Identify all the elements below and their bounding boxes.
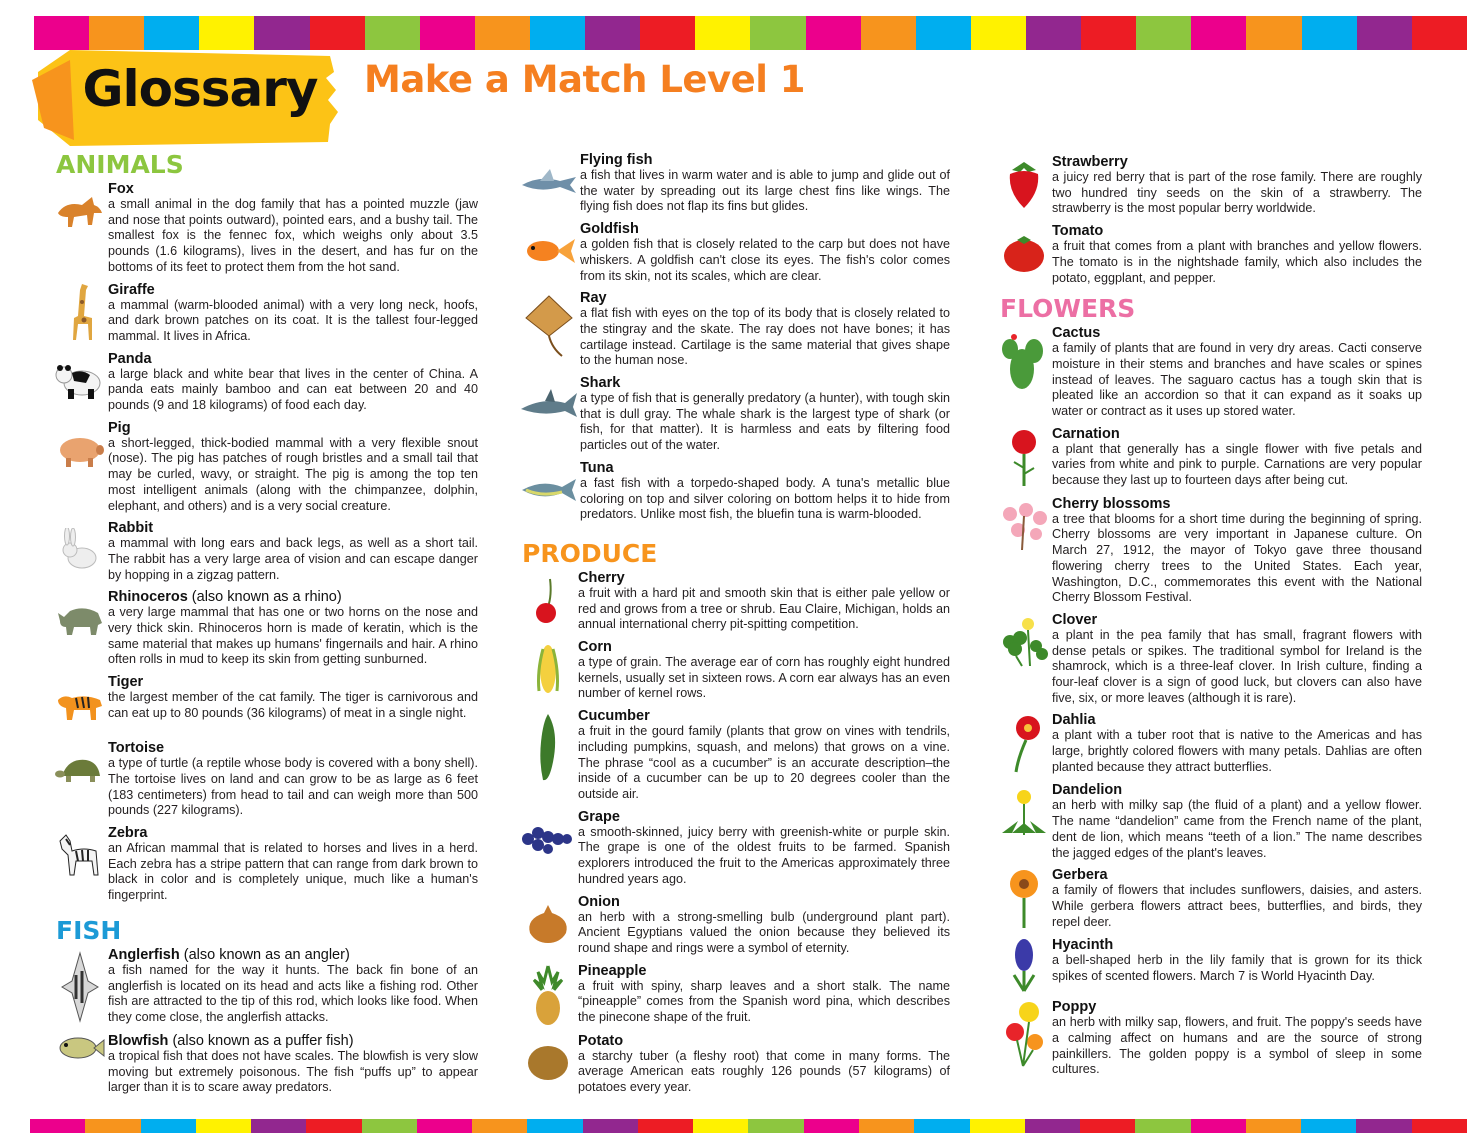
stripe-segment [530, 16, 585, 50]
term-gerbera: Gerbera [1052, 867, 1108, 884]
entry-tiger [52, 674, 478, 734]
definition-pineapple: a fruit with spiny, sharp leaves and a short stalk. The name “pineapple” comes from the Spanish word pina, which describes the pinecone shape of the fruit. [578, 978, 950, 1025]
term-carnation: Carnation [1052, 425, 1120, 442]
cactus-icon [996, 325, 1052, 395]
definition-fox: a small animal in the dog family that has a pointed muzzle (jaw and nose that points outward), pointed ears, and a bushy tail. The smallest fox is the fennec fox, which weighs only about 3.5 pounds (1.6 kilograms), lives in the desert, and has fur on the bottoms of its feet to protect them from the hot sand. [108, 197, 478, 274]
stripe-segment [310, 16, 365, 50]
stripe-segment [748, 1119, 803, 1133]
entry-dahlia [996, 712, 1422, 776]
tomato-icon [996, 223, 1052, 283]
definition-giraffe: a mammal (warm-blooded animal) with a very long neck, hoofs, and dark brown patches on its coat. It is the tallest four-legged mammal. It lives in Africa. [108, 297, 478, 343]
entry-tomato [996, 223, 1422, 286]
potato-icon [518, 1033, 578, 1093]
fox-icon [52, 181, 108, 241]
entry-panda [52, 351, 478, 414]
term-rhinoceros-name: Rhinoceros [108, 589, 188, 606]
entry-grape [518, 809, 950, 888]
term-poppy: Poppy [1052, 999, 1097, 1016]
term-pineapple: Pineapple [578, 962, 647, 979]
stripe-segment [693, 1119, 748, 1133]
stripe-segment [89, 16, 144, 50]
cucumber-icon [518, 708, 578, 788]
entry-carnation [996, 426, 1422, 490]
term-blowfish [108, 1033, 478, 1049]
term-corn: Corn [578, 639, 612, 656]
term-tomato: Tomato [1052, 223, 1104, 240]
column-fish-produce [518, 152, 950, 1102]
term-cherryblossoms: Cherry blossoms [1052, 495, 1171, 512]
stripe-segment [859, 1119, 914, 1133]
top-color-stripe [34, 16, 1467, 50]
tiger-icon [52, 674, 108, 734]
ray-icon [518, 290, 580, 360]
stripe-segment [971, 16, 1026, 50]
stripe-segment [1191, 1119, 1246, 1133]
entry-clover [996, 612, 1422, 707]
entry-onion [518, 894, 950, 957]
stripe-segment [1081, 16, 1136, 50]
dandelion-icon [996, 782, 1052, 842]
term-anglerfish-aka: (also known as an angler) [183, 946, 350, 963]
stripe-segment [1136, 16, 1191, 50]
definition-clover: a plant in the pea family that has small, fragrant flowers with dense petals or spikes. The traditional symbol for Ireland is the shamrock, which is a three-leaf clover. In Irish culture, finding a four-leaf clover is a sign of good luck, but clovers can also have five, six, or more leaves (although it is rare). [1052, 627, 1422, 705]
definition-dahlia: a plant with a tuber root that is native to the Americas and has large, brightly colored flowers with many petals. Dahlias are often planted because they attract butterflies. [1052, 728, 1422, 774]
term-tiger: Tiger [108, 674, 144, 691]
definition-pig: a short-legged, thick-bodied mammal with a very flexible snout (nose). The pig has patches of rough bristles and a small tail that may be curled, wavy, or straight. The pig is among the top ten most intelligent animals (along with the chimpanzee, dolphin, elephant, and others) and is a very social creature. [108, 435, 478, 513]
column-animals-fish [52, 148, 478, 1102]
stripe-segment [804, 1119, 859, 1133]
entry-shark [518, 375, 950, 454]
definition-blowfish: a tropical fish that does not have scales. The blowfish is very slow moving but extremely poisonous. The fish “puffs up” to appear larger than it is to scare away predators. [108, 1048, 478, 1095]
entry-tuna [518, 460, 950, 523]
hyacinth-icon [996, 937, 1052, 993]
shark-icon [518, 375, 580, 435]
term-blowfish-name: Blowfish [108, 1032, 169, 1049]
stripe-segment [1301, 1119, 1356, 1133]
definition-ray: a flat fish with eyes on the top of its body that is closely related to the stingray and the skate. The ray does not have bones; it has cartilage instead. Cartilage is the same material that gives shape to the human nose. [580, 306, 950, 368]
entry-zebra [52, 825, 478, 904]
stripe-segment [585, 16, 640, 50]
section-title-produce: PRODUCE [522, 538, 658, 568]
definition-gerbera: a family of flowers that includes sunflowers, daisies, and asters. While gerbera flowers attract bees, butterflies, and birds, they repel deer. [1052, 883, 1422, 929]
stripe-segment [640, 16, 695, 50]
stripe-segment [806, 16, 861, 50]
definition-poppy: an herb with milky sap, flowers, and fruit. The poppy's seeds have a calming affect on humans and are the source of strong painkillers. The golden poppy is a symbol of sleep in some cultures. [1052, 1015, 1422, 1077]
bottom-color-stripe [30, 1119, 1467, 1133]
term-anglerfish [108, 947, 478, 963]
entry-giraffe [52, 282, 478, 345]
definition-tomato: a fruit that comes from a plant with branches and yellow flowers. The tomato is in the nightshade family, which also includes the potato, eggplant, and pepper. [1052, 239, 1422, 285]
definition-grape: a smooth-skinned, juicy berry with greenish-white or purple skin. The grape is one of the oldest fruits to be farmed. Spanish explorers introduced the fruit to the Americas approximately three hundred years ago. [578, 824, 950, 886]
section-title-flowers: FLOWERS [1000, 294, 1136, 324]
tuna-icon [518, 460, 580, 520]
stripe-segment [365, 16, 420, 50]
term-grape: Grape [578, 808, 620, 825]
entry-blowfish [52, 1033, 478, 1096]
stripe-segment [254, 16, 309, 50]
column-produce-flowers [996, 154, 1422, 1084]
entry-tortoise [52, 740, 478, 819]
entry-goldfish [518, 221, 950, 284]
term-cucumber: Cucumber [578, 708, 650, 725]
poppy-icon [996, 999, 1052, 1069]
term-panda: Panda [108, 350, 152, 367]
term-cactus: Cactus [1052, 325, 1101, 342]
definition-cherry: a fruit with a hard pit and smooth skin that is either pale yellow or red and grows from a tree or shrub. Eau Claire, Michigan, holds an annual international cherry pit-spitting competition. [578, 585, 950, 632]
term-rhinoceros [108, 589, 478, 605]
goldfish-icon [518, 221, 580, 281]
definition-hyacinth: a bell-shaped herb in the lily family that is grown for its thick spikes of scented flowers. March 7 is World Hyacinth Day. [1052, 953, 1422, 983]
definition-flyingfish: a fish that lives in warm water and is able to jump and glide out of the water by spreading out its large chest fins like wings. The flying fish does not flap its fins but glides. [580, 168, 950, 214]
zebra-icon [52, 825, 108, 885]
entry-gerbera [996, 867, 1422, 931]
term-potato: Potato [578, 1032, 624, 1049]
stripe-segment [196, 1119, 251, 1133]
stripe-segment [1412, 16, 1467, 50]
definition-shark: a type of fish that is generally predatory (a hunter), with tough skin that is dull gray. The whale shark is the largest type of shark (or fish, for that matter). It is harmless and eats by filtering food particles out of the water. [580, 391, 950, 453]
definition-rhinoceros: a very large mammal that has one or two horns on the nose and very thick skin. Rhinoceros horn is made of keratin, which is the same material that makes up humans' fingernails and hair. A rhino often rolls in mud to keep its skin from getting sunburned. [108, 605, 478, 667]
pig-icon [52, 420, 108, 480]
term-dandelion: Dandelion [1052, 782, 1123, 799]
stripe-segment [970, 1119, 1025, 1133]
strawberry-icon [996, 154, 1052, 214]
stripe-segment [916, 16, 971, 50]
entry-cucumber [518, 708, 950, 803]
entry-cactus [996, 325, 1422, 420]
entry-pineapple [518, 963, 950, 1027]
term-giraffe: Giraffe [108, 281, 155, 298]
definition-corn: a type of grain. The average ear of corn has roughly eight hundred kernels, usually set in sixteen rows. A corn ear always has an even number of kernel rows. [578, 655, 950, 701]
term-shark: Shark [580, 375, 621, 392]
definition-potato: a starchy tuber (a fleshy root) that come in many forms. The average American eats roughly 126 pounds (57 kilograms) of potatoes every year. [578, 1048, 950, 1095]
definition-goldfish: a golden fish that is closely related to the carp but does not have whiskers. A goldfish can't close its eyes. The fish's color comes from its skin, not its scales, which are clear. [580, 237, 950, 283]
stripe-segment [30, 1119, 85, 1133]
stripe-segment [861, 16, 916, 50]
stripe-segment [527, 1119, 582, 1133]
stripe-segment [1025, 1119, 1080, 1133]
entry-strawberry [996, 154, 1422, 217]
term-clover: Clover [1052, 611, 1098, 628]
stripe-segment [199, 16, 254, 50]
clover-icon [996, 612, 1052, 672]
rhinoceros-icon [52, 589, 108, 649]
stripe-segment [914, 1119, 969, 1133]
entry-hyacinth [996, 937, 1422, 993]
definition-tuna: a fast fish with a torpedo-shaped body. A tuna's metallic blue coloring on top and silver coloring on bottom helps it to hide from predators. Unlike most fish, the bluefin tuna is warm-blooded. [580, 475, 950, 522]
stripe-segment [750, 16, 805, 50]
term-tortoise: Tortoise [108, 740, 165, 757]
panda-icon [52, 351, 108, 411]
stripe-segment [417, 1119, 472, 1133]
entry-corn [518, 639, 950, 702]
section-title-fish: FISH [56, 915, 122, 945]
entry-rhinoceros [52, 589, 478, 668]
stripe-segment [251, 1119, 306, 1133]
term-blowfish-aka: (also known as a puffer fish) [172, 1032, 354, 1049]
term-zebra: Zebra [108, 824, 148, 841]
term-anglerfish-name: Anglerfish [108, 946, 180, 963]
stripe-segment [583, 1119, 638, 1133]
cherry-blossom-icon [996, 496, 1052, 556]
entry-rabbit [52, 520, 478, 583]
stripe-segment [1191, 16, 1246, 50]
stripe-segment [1357, 16, 1412, 50]
stripe-segment [85, 1119, 140, 1133]
blowfish-icon [52, 1033, 108, 1063]
definition-zebra: an African mammal that is related to horses and lives in a herd. Each zebra has a stripe pattern that can range from dark brown to black in color and is completely unique, much like a human's fingerprint. [108, 840, 478, 903]
onion-icon [518, 894, 578, 954]
entry-fox [52, 181, 478, 276]
stripe-segment [695, 16, 750, 50]
glossary-banner [30, 50, 360, 150]
corn-icon [518, 639, 578, 699]
flying-fish-icon [518, 152, 580, 212]
term-cherry: Cherry [578, 569, 625, 586]
definition-rabbit: a mammal with long ears and back legs, as well as a short tail. The rabbit has a very large area of vision and can escape danger by hopping in a zigzag pattern. [108, 536, 478, 582]
stripe-segment [1135, 1119, 1190, 1133]
definition-cactus: a family of plants that are found in very dry areas. Cacti conserve moisture in their stems and branches and have scales or spines instead of leaves. The saguaro cactus has a tough skin that is pleated like an accordion so that it can expand as it soaks up water or contract as it uses up stored water. [1052, 341, 1422, 419]
glossary-heading: Glossary [82, 60, 318, 118]
term-rabbit: Rabbit [108, 520, 154, 537]
tortoise-icon [52, 740, 108, 800]
stripe-segment [34, 16, 89, 50]
definition-strawberry: a juicy red berry that is part of the rose family. There are roughly two hundred tiny seeds on the skin of a strawberry. The strawberry is the most popular berry worldwide. [1052, 170, 1422, 216]
stripe-segment [1246, 16, 1301, 50]
stripe-segment [1302, 16, 1357, 50]
stripe-segment [141, 1119, 196, 1133]
entry-cherryblossoms [996, 496, 1422, 606]
term-fox: Fox [108, 181, 134, 197]
entry-cherry [518, 570, 950, 633]
stripe-segment [1356, 1119, 1411, 1133]
stripe-segment [1412, 1119, 1467, 1133]
pineapple-icon [518, 963, 578, 1027]
stripe-segment [1026, 16, 1081, 50]
stripe-segment [638, 1119, 693, 1133]
term-pig: Pig [108, 419, 131, 436]
stripe-segment [362, 1119, 417, 1133]
stripe-segment [1080, 1119, 1135, 1133]
entry-poppy [996, 999, 1422, 1078]
stripe-segment [144, 16, 199, 50]
definition-panda: a large black and white bear that lives in the center of China. A panda eats mainly bamboo and can eat between 20 and 40 pounds (9 and 18 kilograms) of food each day. [108, 366, 478, 413]
term-rhinoceros-aka: (also known as a rhino) [191, 589, 342, 606]
stripe-segment [472, 1119, 527, 1133]
grape-icon [518, 809, 578, 869]
definition-anglerfish: a fish named for the way it hunts. The back fin bone of an anglerfish is located on its head and acts like a fishing rod. Other fish are attracted to the tip of this rod, which looks like food. When they come close, the anglerfish attacks. [108, 962, 478, 1024]
term-tuna: Tuna [580, 459, 614, 476]
definition-tortoise: a type of turtle (a reptile whose body is covered with a bony shell). The tortoise lives on land and can grow to be as large as 6 feet (183 centimeters) from head to tail and can weigh more than 500 pounds (227 kilograms). [108, 756, 478, 818]
stripe-segment [475, 16, 530, 50]
definition-dandelion: an herb with milky sap (the fluid of a plant) and a yellow flower. The name “dandelion” came from the French name of the plant, dent de lion, which means “teeth of a lion.” The name describes the jagged edges of the plant's leaves. [1052, 798, 1422, 860]
entry-ray [518, 290, 950, 369]
gerbera-icon [996, 867, 1052, 931]
entry-anglerfish [52, 947, 478, 1027]
definition-onion: an herb with a strong-smelling bulb (underground plant part). Ancient Egyptians valued the onion because they believed its round shape and rings were a symbol of eternity. [578, 909, 950, 955]
term-hyacinth: Hyacinth [1052, 937, 1114, 954]
page-title: Make a Match Level 1 [364, 58, 806, 101]
definition-tiger: the largest member of the cat family. The tiger is carnivorous and can eat up to 80 pounds (36 kilograms) of meat in a single night. [108, 690, 478, 720]
entry-dandelion [996, 782, 1422, 861]
cherry-icon [518, 570, 578, 630]
section-title-animals: ANIMALS [56, 150, 184, 179]
term-ray: Ray [580, 290, 607, 307]
stripe-segment [1246, 1119, 1301, 1133]
carnation-icon [996, 426, 1052, 490]
term-onion: Onion [578, 893, 620, 910]
term-dahlia: Dahlia [1052, 712, 1096, 729]
dahlia-icon [996, 712, 1052, 776]
giraffe-icon [52, 282, 108, 342]
definition-carnation: a plant that generally has a single flower with five petals and varies from white and pink to purple. Carnations are very popular because they last up to fourteen days after being cut. [1052, 441, 1422, 488]
term-flyingfish: Flying fish [580, 152, 653, 168]
anglerfish-icon [52, 947, 108, 1027]
entry-potato [518, 1033, 950, 1096]
definition-cucumber: a fruit in the gourd family (plants that grow on vines with tendrils, including pumpkins, squash, and melons) that grows on a vine. The phrase “cool as a cucumber” is an accurate description–the inside of a cucumber can be up to 20 degrees cooler than the outside air. [578, 724, 950, 801]
stripe-segment [420, 16, 475, 50]
entry-flyingfish [518, 152, 950, 215]
rabbit-icon [52, 520, 108, 580]
term-strawberry: Strawberry [1052, 154, 1128, 170]
definition-cherryblossoms: a tree that blooms for a short time during the beginning of spring. Cherry blossoms are very important in Japanese culture. On March 27, 1912, the mayor of Tokyo gave three thousand flowering cherry trees to the United States. Each year, Washington, D.C., commemorates this event with the National Cherry Blossom Festival. [1052, 511, 1422, 605]
term-goldfish: Goldfish [580, 221, 639, 238]
entry-pig [52, 420, 478, 515]
stripe-segment [306, 1119, 361, 1133]
